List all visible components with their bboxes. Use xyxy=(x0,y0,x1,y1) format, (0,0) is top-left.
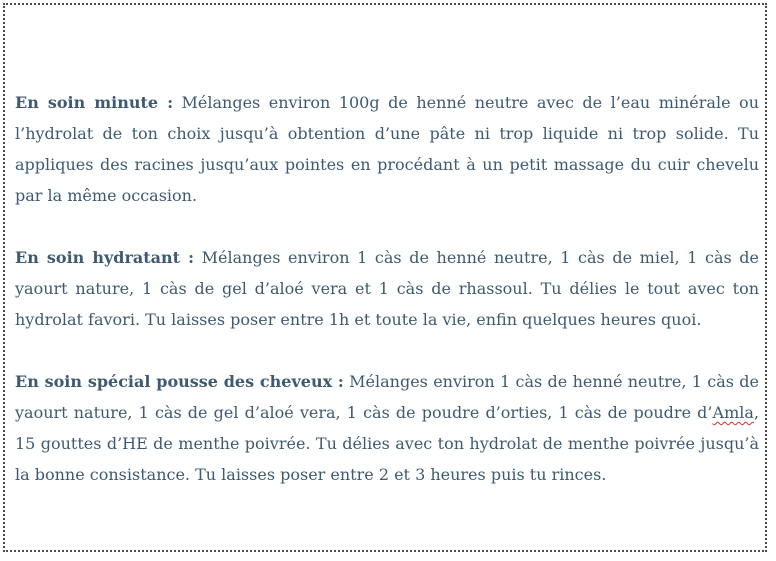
paragraph-label: En soin hydratant : xyxy=(15,248,195,267)
paragraph-soin-minute xyxy=(15,87,759,211)
paragraph-label: En soin spécial pousse des cheveux : xyxy=(15,372,344,391)
paragraph-label: En soin minute : xyxy=(15,93,173,112)
paragraph-soin-pousse xyxy=(15,366,759,490)
paragraph-text: Mélanges environ 1 càs de henné neutre, 1 càs de yaourt nature, 1 càs de gel d’aloé vera, 1 càs de poudre d’orties, 1 càs de poudre d’ xyxy=(15,372,760,422)
paragraph-text: , 15 gouttes d’HE de menthe poivrée. Tu délies avec ton hydrolat de menthe poivrée jusqu’à la bonne consistance. Tu laisses poser entre 2 et 3 heures puis tu rinces. xyxy=(15,403,759,484)
misspelled-word[interactable]: Amla xyxy=(712,403,754,422)
paragraph-text: Mélanges environ 1 càs de henné neutre, 1 càs de miel, 1 càs de yaourt nature, 1 càs de gel d’aloé vera et 1 càs de rhassoul. Tu délies le tout avec ton hydrolat favori. Tu laisses poser entre 1h et toute la vie, enfin quelques heures quoi. xyxy=(15,248,760,329)
document-body xyxy=(15,87,759,521)
paragraph-text: Mélanges environ 100g de henné neutre avec de l’eau minérale ou l’hydrolat de ton choix jusqu’à obtention d’une pâte ni trop liquide ni trop solide. Tu appliques des racines jusqu’aux pointes en procédant à un petit massage du cuir chevelu par la même occasion. xyxy=(15,93,759,205)
paragraph-soin-hydratant xyxy=(15,242,759,335)
